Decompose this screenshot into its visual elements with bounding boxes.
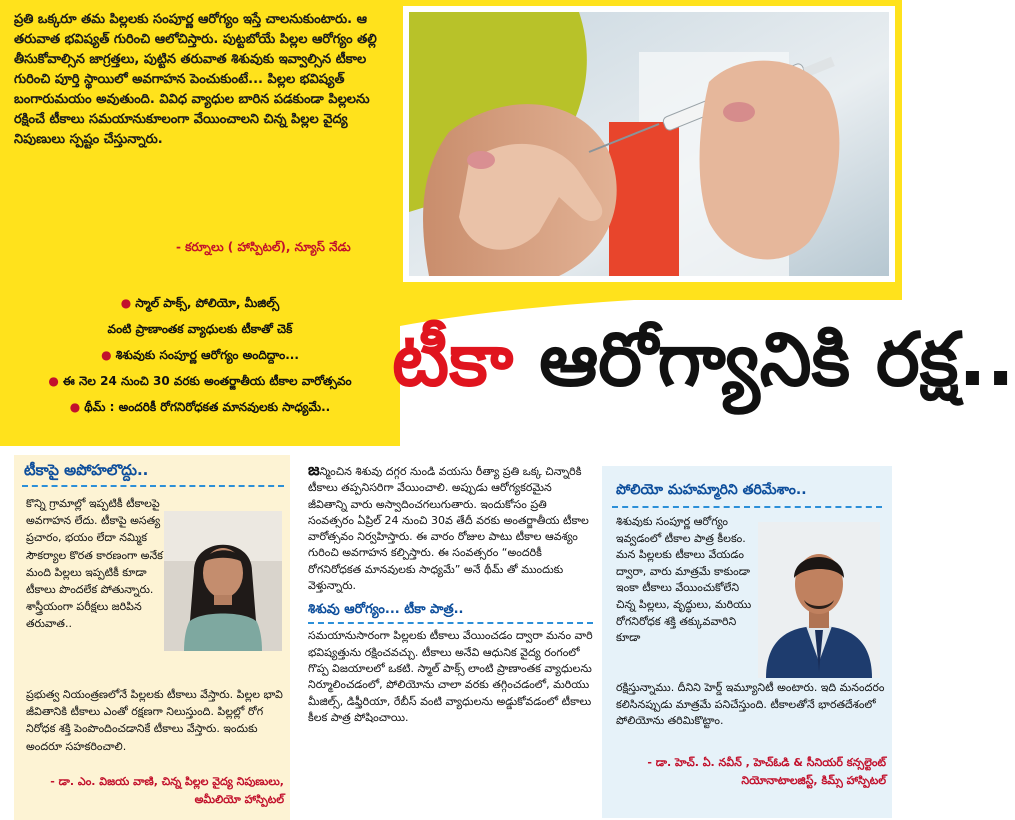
polio-text-lower: రక్షిస్తున్నాము. దీనిని హెర్డ్ ఇమ్యూనిటీ అంటారు. ఇది మనందరం కలిసినప్పుడు మాత్రమే పనిచేస్తుంది. టీకాలతోనే భారతదేశంలో పోలియోను తరిమికొట్టాం. [616, 681, 885, 728]
vaccination-photo [403, 6, 895, 282]
key-point-text: స్మాల్ పాక్స్, పోలియో, మీజిల్స్ [135, 296, 280, 310]
headline-black: ఆరోగ్యానికి రక్ష.. [539, 317, 1015, 403]
divider [308, 622, 593, 624]
bullet-dot: ● [69, 400, 81, 414]
headline-red: టీకా [392, 317, 514, 403]
bullet-dot: ● [101, 348, 112, 362]
polio-title: పోలియో మహమ్మారిని తరిమేశాం.. [616, 482, 807, 498]
bullet-dot: ● [120, 296, 132, 310]
vaccination-week-body: న్మించిన శిశువు దగ్గర నుండి వయసు రీత్యా ప్రతి ఒక్క చిన్నారికి టీకాలు తప్పనిసరిగా వేయించాలి. అప్పుడు ఆరోగ్యకరమైన జీవితాన్ని వారు అస్వాదించగలుగుతారు. ఇందుకోసం ప్రతి సంవత్సరం ఏప్రిల్ 24 నుంచి 30వ తేదీ వరకు అంతర్జాతీయ టీకాల వారోత్సవం నిర్వహిస్తారు. ఈ వారం రోజుల పాటు టీకాల ఆవశ్యం గురించి అవగాహన కల్పిస్తారు. ఈ సంవత్సరం “అందరికీ రోగనిరోధకత మానవులకు సాధ్యమే” అనే థీమ్ తో ముందుకు వెళ్తున్నారు. [308, 465, 589, 593]
bullet-dot: ● [48, 374, 59, 388]
key-point [0, 342, 400, 368]
key-point [0, 290, 400, 316]
divider [612, 506, 882, 508]
key-point-text: శిశువుకు సంపూర్ణ ఆరోగ్యం అందిద్దాం... [115, 348, 299, 362]
intro-byline: - కర్నూలు ( హాస్పిటల్), న్యూస్ నేడు [176, 240, 351, 254]
doctor-portrait-female [164, 511, 282, 651]
myths-column [14, 455, 290, 820]
polio-text-upper: శిశువుకు సంపూర్ణ ఆరోగ్యం ఇవ్వడంలో టీకాల పాత్ర కీలకం. మన పిల్లలకు టీకాలు వేయడం ద్వారా, వారు మాత్రమే కాకుండా ఇంకా టీకాలు వేయించుకోలేని చిన్న పిల్లలు, వృద్ధులు, మరియు రోగనిరోధక శక్తి తక్కువవారిని కూడా [616, 515, 752, 645]
key-point [0, 368, 400, 394]
myths-title: టీకాపై అపోహలొద్దు.. [24, 461, 149, 479]
doctor-naveen-photo [758, 522, 880, 678]
doctor-vijaya-photo [164, 511, 282, 651]
key-point [0, 394, 400, 420]
myths-text-upper: కొన్ని గ్రామాల్లో ఇప్పటికీ టీకాలపై అవగాహన లేదు. టీకాపై అసత్య ప్రచారం, భయం లేదా నమ్మిక సౌకర్యాల కొరత కారణంగా అనేక మంది పిల్లలు ఇప్పటికీ కూడా టీకాలు పొందలేక పోతున్నారు. శాస్త్రీయంగా పరీక్షలు జరిపిన తరువాత.. [26, 497, 163, 631]
vaccination-week-text [308, 462, 593, 594]
myths-signature: - డా. ఎం. విజయ వాణి, చిన్న పిల్లల వైద్య నిపుణులు, అమీలియో హాస్పిటల్ [50, 775, 284, 806]
polio-column [602, 466, 892, 818]
polio-signature: - డా. హెచ్. ఏ. నవీన్ , హెచ్ఓడి & సీనియర్ కన్సల్టెంట్ నియోనాటాలజిస్ట్, కిమ్స్ హాస్పిటల్ [647, 756, 886, 787]
intro-paragraph: ప్రతి ఒక్కరూ తమ పిల్లలకు సంపూర్ణ ఆరోగ్యం ఇస్తే చాలనుకుంటారు. ఆ తరువాత భవిష్యత్ గురించి ఆలోచిస్తారు. పుట్టబోయే పిల్లల ఆరోగ్యం తల్లి తీసుకోవాల్సిన జాగ్రత్తలు, పుట్టిన తరువాత శిశువుకు ఇవ్వాల్సిన టీకాల గురించి పూర్తి స్థాయిలో అవగాహన పెంచుకుంటే... పిల్లల భవిష్యత్ బంగారుమయం అవుతుంది. వివిధ వ్యాధుల బారిన పడకుండా పిల్లలను రక్షించే టీకాలు సమయానుకూలంగా వేయించాలని చిన్న పిల్లల వైద్య నిపుణులు స్పష్టం చేస్తున్నారు. [14, 12, 377, 147]
vaccination-illustration [409, 12, 889, 276]
key-point-text: థీమ్ : అందరికీ రోగనిరోధకత మానవులకు సాధ్యమే.. [84, 400, 331, 414]
doctor-portrait-male [758, 522, 880, 678]
child-health-subtitle: శిశువు ఆరోగ్యం... టీకా పాత్ర.. [308, 602, 464, 618]
child-health-text: సమయానుసారంగా పిల్లలకు టీకాలు వేయించడం ద్వారా మనం వారి భవిష్యత్తును రక్షించవచ్చు. టీకాలు అనేవి ఆధునిక వైద్య రంగంలో గొప్ప విజయాలలో ఒకటి. స్మాల్ పాక్స్ లాంటి ప్రాణాంతక వ్యాధులను నిర్మూలించడంలో, పోలియోను చాలా వరకు తగ్గించడంలో, మరియు మీజిల్స్, డిఫ్తీరియా, రేబీస్ వంటి వ్యాధులను అడ్డుకోవడంలో టీకాలు కీలక పాత్ర పోషించాయి. [308, 629, 593, 724]
key-point-text: వంటి ప్రాణాంతక వ్యాధులకు టీకాతో చెక్ [107, 322, 293, 336]
myths-text-lower: ప్రభుత్వ నియంత్రణలోనే పిల్లలకు టీకాలు వేస్తారు. పిల్లల భావి జీవితానికి టీకాలు ఎంతో రక్షణగా నిలుస్తుంది. పిల్లల్లో రోగ నిరోధక శక్తి పెంపొందించడానికే టీకాలు వేస్తారు. ఇందుకు అందరూ సహకరించాలి. [26, 688, 283, 753]
key-point-text: ఈ నెల 24 నుంచి 30 వరకు అంతర్జాతీయ టీకాల వారోత్సవం [62, 374, 352, 388]
vaccination-week-column [308, 462, 593, 820]
drop-cap: జ [308, 460, 320, 479]
divider [22, 485, 284, 487]
main-headline [392, 300, 1015, 430]
key-points [0, 290, 400, 420]
key-point [0, 316, 400, 342]
